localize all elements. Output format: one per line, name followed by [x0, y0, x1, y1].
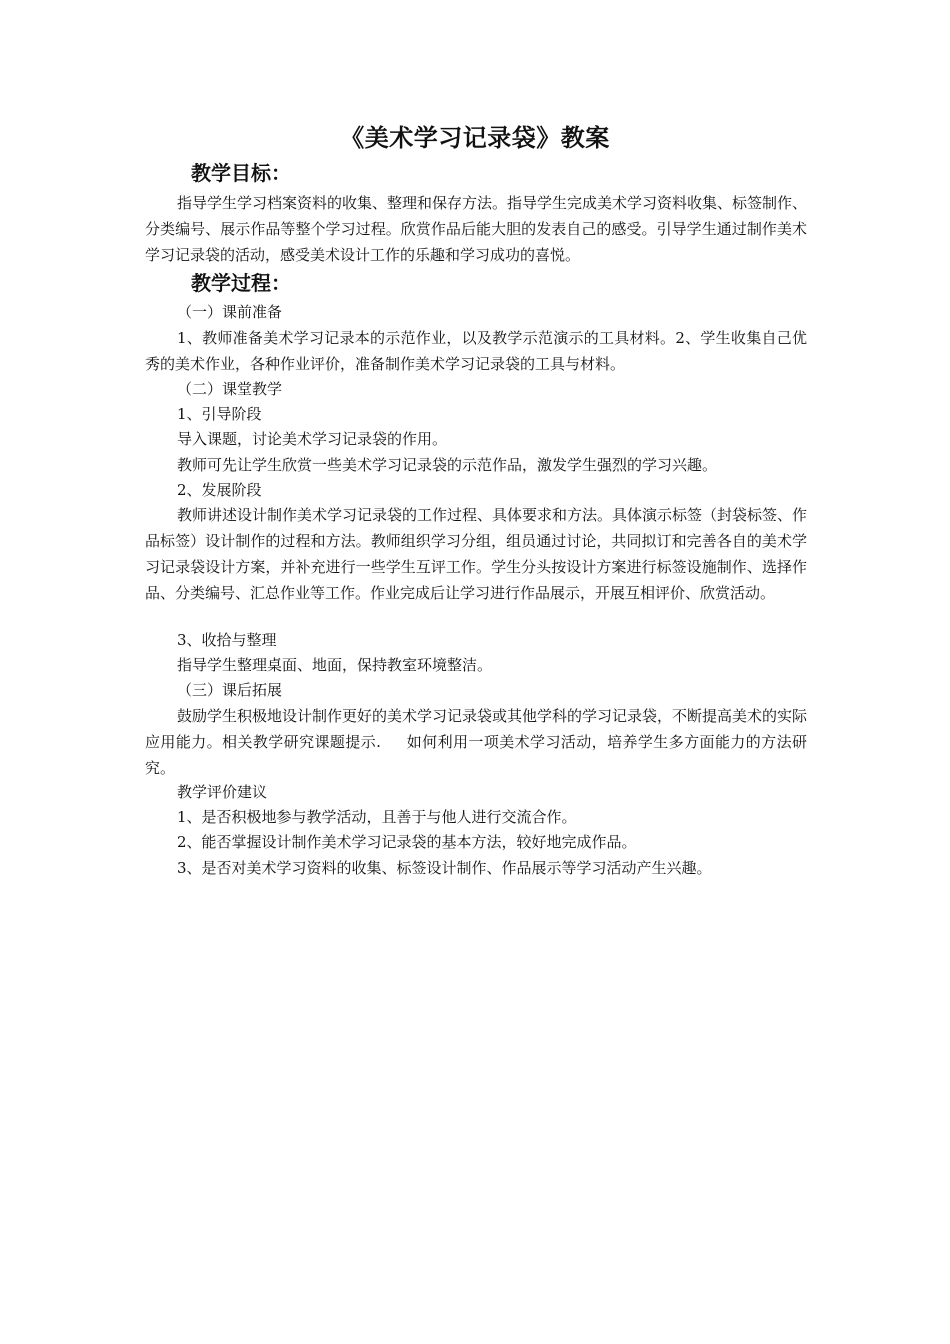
- after-class-heading: （三）课后拓展: [177, 681, 283, 699]
- process-heading: 教学过程：: [191, 271, 291, 295]
- document-title: 《美术学习记录袋》教案: [340, 124, 610, 152]
- objectives-heading: 教学目标：: [191, 161, 291, 185]
- objectives-paragraph: 指导学生学习档案资料的收集、整理和保存方法。指导学生完成美术学习资料收集、标签制作、分类编号、展示作品等整个学习过程。欣赏作品后能大胆的发表自己的感受。引导学生通过制作美术学习记录袋的活动，感受美术设计工作的乐趣和学习成功的喜悦。: [145, 194, 808, 264]
- evaluation-item: 2、能否掌握设计制作美术学习记录袋的基本方法，较好地完成作品。: [177, 833, 637, 851]
- evaluation-item: 1、是否积极地参与教学活动，且善于与他人进行交流合作。: [177, 808, 577, 826]
- evaluation-heading: 教学评价建议: [177, 783, 268, 801]
- after-class-paragraph: 鼓励学生积极地设计制作更好的美术学习记录袋或其他学科的学习记录袋，不断提高美术的实际应用能力。相关教学研究课题提示. 如何利用一项美术学习活动，培养学生多方面能力的方法研究。: [145, 707, 808, 777]
- pre-class-heading: （一）课前准备: [177, 303, 283, 321]
- evaluation-item: 3、是否对美术学习资料的收集、标签设计制作、作品展示等学习活动产生兴趣。: [177, 859, 712, 877]
- stage3-line-1: 指导学生整理桌面、地面，保持教室环境整洁。: [177, 656, 493, 674]
- stage1-line-2: 教师可先让学生欣赏一些美术学习记录袋的示范作品，激发学生强烈的学习兴趣。: [177, 456, 718, 474]
- in-class-heading: （二）课堂教学: [177, 380, 283, 398]
- stage3-heading: 3、收拾与整理: [177, 631, 277, 649]
- stage1-heading: 1、引导阶段: [177, 405, 262, 423]
- stage2-paragraph: 教师讲述设计制作美术学习记录袋的工作过程、具体要求和方法。具体演示标签（封袋标签、作品标签）设计制作的过程和方法。教师组织学习分组，组员通过讨论，共同拟订和完善各自的美术学习记录袋设计方案，并补充进行一些学生互评工作。学生分头按设计方案进行标签设施制作、选择作品、分类编号、汇总作业等工作。作业完成后让学习进行作品展示，开展互相评价、欣赏活动。: [145, 506, 808, 602]
- stage2-heading: 2、发展阶段: [177, 481, 262, 499]
- stage1-line-1: 导入课题，讨论美术学习记录袋的作用。: [177, 430, 448, 448]
- pre-class-paragraph: 1、教师准备美术学习记录本的示范作业，以及教学示范演示的工具材料。2、学生收集自己优秀的美术作业，各种作业评价，准备制作美术学习记录袋的工具与材料。: [145, 329, 807, 373]
